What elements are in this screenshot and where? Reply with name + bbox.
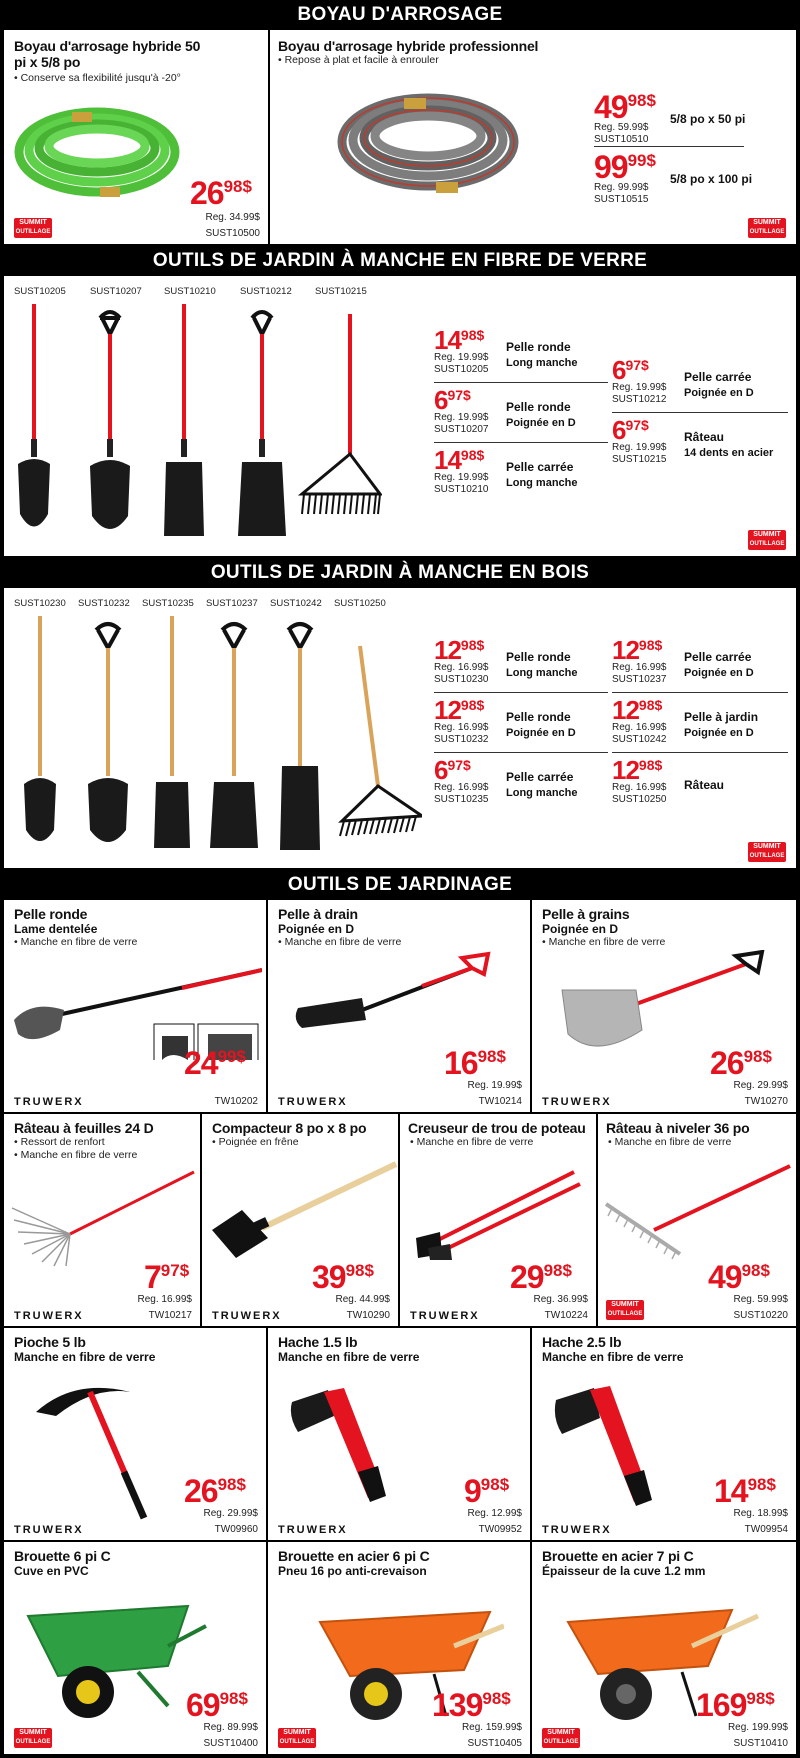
product-title: Brouette en acier 7 pi C <box>542 1548 694 1564</box>
regular-price: Reg. 19.99$ <box>467 1080 522 1091</box>
tamper-image <box>212 1158 398 1258</box>
truwerx-logo: TRUWERX <box>542 1524 612 1536</box>
sku: SUST10500 <box>205 228 260 239</box>
price-sust10232: $12^{98\$}$ Reg. 16.99$ SUST10232 <box>434 695 489 745</box>
product-title: Brouette 6 pi C <box>14 1548 111 1564</box>
truwerx-logo: TRUWERX <box>14 1524 84 1536</box>
regular-price: Reg. 16.99$ <box>612 782 667 793</box>
size-label: 5/8 po x 50 pi <box>670 112 746 126</box>
summit-logo: SUMMIT OUTILLAGE <box>748 218 786 238</box>
regular-price: Reg. 99.99$ <box>594 182 649 193</box>
sku: SUST10515 <box>594 194 649 205</box>
product-bullet: • Manche en fibre de verre <box>278 936 401 949</box>
tool-sku-label: SUST10232 <box>78 598 130 609</box>
sku: TW09960 <box>214 1524 258 1535</box>
divider <box>434 442 608 443</box>
truwerx-logo: TRUWERX <box>14 1310 84 1322</box>
drain-shovel-image <box>292 950 492 1050</box>
sku: SUST10242 <box>612 734 667 745</box>
price-dollars: 49 <box>594 89 628 125</box>
product-bullet: • Manche en fibre de verre <box>410 1136 533 1149</box>
tool-sku-label: SUST10210 <box>164 286 216 297</box>
product-title: Compacteur 8 po x 8 po <box>212 1120 367 1136</box>
fiberglass-tools-panel <box>4 276 796 556</box>
tool-sku-label: SUST10230 <box>14 598 66 609</box>
product-brouette-acier-6[interactable] <box>268 1542 530 1754</box>
size-label: 5/8 po x 100 pi <box>670 172 753 186</box>
axe-large-image <box>552 1372 662 1516</box>
price-dollars: 99 <box>594 149 628 185</box>
price-sust10210: $14^{98\$}$ Reg. 19.99$ SUST10210 <box>434 445 489 495</box>
regular-price: Reg. 16.99$ <box>137 1294 192 1305</box>
divider <box>594 146 744 147</box>
sku: SUST10215 <box>612 454 667 465</box>
price-block <box>190 175 252 211</box>
divider <box>612 752 788 753</box>
fiberglass-tools-image <box>12 304 382 544</box>
sku: SUST10207 <box>434 424 489 435</box>
regular-price: Reg. 16.99$ <box>434 662 489 673</box>
product-pioche[interactable] <box>4 1328 266 1540</box>
sku: SUST10205 <box>434 364 489 375</box>
product-hose-pro[interactable] <box>270 30 796 244</box>
price: $169^{98\$}$ <box>696 1687 775 1723</box>
regular-price: Reg. 19.99$ <box>434 412 489 423</box>
sku: TW10224 <box>544 1310 588 1321</box>
price: $26^{98\$}$ <box>184 1473 246 1509</box>
product-hose-hybrid[interactable] <box>4 30 268 244</box>
price: $7^{97\$}$ <box>144 1259 190 1295</box>
product-brouette-pvc[interactable] <box>4 1542 266 1754</box>
truwerx-logo: TRUWERX <box>410 1310 480 1322</box>
price: $39^{98\$}$ <box>312 1259 374 1295</box>
product-subtitle: Cuve en PVC <box>14 1564 89 1578</box>
regular-price: Reg. 19.99$ <box>612 442 667 453</box>
product-pelle-a-drain[interactable] <box>268 900 530 1112</box>
summit-logo: SUMMIT OUTILLAGE <box>14 1728 52 1748</box>
product-bullet: • Manche en fibre de verre <box>542 936 665 949</box>
regular-price: Reg. 16.99$ <box>434 722 489 733</box>
regular-price: Reg. 16.99$ <box>434 782 489 793</box>
sku: SUST10232 <box>434 734 489 745</box>
tool-sku-label: SUST10205 <box>14 286 66 297</box>
truwerx-logo: TRUWERX <box>278 1096 348 1108</box>
product-rateau-niveler[interactable] <box>598 1114 796 1326</box>
product-title: Boyau d'arrosage hybride 50 pi x 5/8 po <box>14 38 201 70</box>
summit-logo: SUMMIT OUTILLAGE <box>748 842 786 862</box>
product-title: Pelle à grains <box>542 906 630 922</box>
product-title: Hache 2.5 lb <box>542 1334 622 1350</box>
sku: SUST10400 <box>203 1738 258 1749</box>
sku: TW10290 <box>346 1310 390 1321</box>
green-wheelbarrow-image <box>18 1586 208 1726</box>
product-subtitle: Manche en fibre de verre <box>278 1350 420 1364</box>
regular-price: Reg. 29.99$ <box>203 1508 258 1519</box>
section-header-fiberglass: OUTILS DE JARDIN À MANCHE EN FIBRE DE VERRE <box>0 246 800 276</box>
section-header-gardening: OUTILS DE JARDINAGE <box>0 870 800 900</box>
sku: TW10270 <box>744 1096 788 1107</box>
gray-hose-image <box>336 78 520 204</box>
price-cents: 98$ <box>627 91 656 110</box>
product-bullet: • Repose à plat et facile à enrouler <box>278 54 439 67</box>
tool-sku-label: SUST10235 <box>142 598 194 609</box>
tool-sku-label: SUST10207 <box>90 286 142 297</box>
post-hole-digger-image <box>414 1170 584 1260</box>
sku: SUST10237 <box>612 674 667 685</box>
product-title: Râteau à niveler 36 po <box>606 1120 750 1136</box>
price-option-100 <box>594 149 656 206</box>
summit-logo: SUMMIT OUTILLAGE <box>14 218 52 238</box>
serrated-shovel-image <box>12 950 262 1060</box>
item-name: Pelle ronde Long manche <box>506 340 578 369</box>
item-name: Pelle carrée Poignée en D <box>684 370 754 399</box>
regular-price: Reg. 16.99$ <box>612 722 667 733</box>
product-rateau-feuilles[interactable] <box>4 1114 200 1326</box>
sku: SUST10250 <box>612 794 667 805</box>
tool-sku-label: SUST10237 <box>206 598 258 609</box>
sku: TW10217 <box>148 1310 192 1321</box>
item-name: Pelle carrée Long manche <box>506 770 578 799</box>
truwerx-logo: TRUWERX <box>278 1524 348 1536</box>
product-creuseur[interactable] <box>400 1114 596 1326</box>
product-title: Pelle à drain <box>278 906 358 922</box>
price-option-50 <box>594 89 656 146</box>
sku: SUST10212 <box>612 394 667 405</box>
pickaxe-image <box>34 1372 174 1522</box>
item-name: Pelle carrée Long manche <box>506 460 578 489</box>
price-sust10207: $6^{97\$}$ Reg. 19.99$ SUST10207 <box>434 385 489 435</box>
sku: SUST10210 <box>434 484 489 495</box>
wood-tools-panel <box>4 588 796 868</box>
section-header-wood: OUTILS DE JARDIN À MANCHE EN BOIS <box>0 558 800 588</box>
price: $9^{98\$}$ <box>464 1473 510 1509</box>
price-sust10250: $12^{98\$}$ Reg. 16.99$ SUST10250 <box>612 755 667 805</box>
item-name: Pelle ronde Poignée en D <box>506 710 576 739</box>
price-cents: 98$ <box>223 177 252 196</box>
product-subtitle: Lame dentelée <box>14 922 98 936</box>
product-brouette-acier-7[interactable] <box>532 1542 796 1754</box>
price: $139^{98\$}$ <box>432 1687 511 1723</box>
leaf-rake-image <box>10 1168 196 1268</box>
tool-sku-label: SUST10215 <box>315 286 367 297</box>
product-subtitle: Manche en fibre de verre <box>14 1350 156 1364</box>
price: $24^{99\$}$ <box>184 1045 246 1081</box>
product-compacteur[interactable] <box>202 1114 398 1326</box>
regular-price: Reg. 89.99$ <box>203 1722 258 1733</box>
wood-tools-image <box>12 616 422 856</box>
sku: TW09954 <box>744 1524 788 1535</box>
product-hache-25[interactable] <box>532 1328 796 1540</box>
regular-price: Reg. 199.99$ <box>727 1722 788 1733</box>
product-title: Râteau à feuilles 24 D <box>14 1120 154 1136</box>
sku: SUST10510 <box>594 134 649 145</box>
item-name: Pelle ronde Poignée en D <box>506 400 576 429</box>
divider <box>612 412 788 413</box>
truwerx-logo: TRUWERX <box>542 1096 612 1108</box>
axe-small-image <box>288 1372 398 1512</box>
sku: TW10202 <box>214 1096 258 1107</box>
price: $69^{98\$}$ <box>186 1687 248 1723</box>
regular-price: Reg. 19.99$ <box>612 382 667 393</box>
tool-sku-label: SUST10250 <box>334 598 386 609</box>
summit-logo: SUMMIT OUTILLAGE <box>748 530 786 550</box>
summit-logo: SUMMIT OUTILLAGE <box>278 1728 316 1748</box>
grain-shovel-image <box>556 950 766 1060</box>
regular-price: Reg. 18.99$ <box>733 1508 788 1519</box>
green-hose-image <box>12 92 182 212</box>
product-subtitle: Pneu 16 po anti-crevaison <box>278 1564 427 1578</box>
product-bullet: • Manche en fibre de verre <box>608 1136 731 1149</box>
price-dollars: 26 <box>190 175 224 211</box>
divider <box>612 692 788 693</box>
regular-price: Reg. 19.99$ <box>434 472 489 483</box>
product-title: Pelle ronde <box>14 906 88 922</box>
truwerx-logo: TRUWERX <box>212 1310 282 1322</box>
price: $49^{98\$}$ <box>708 1259 770 1295</box>
regular-price: Reg. 12.99$ <box>467 1508 522 1519</box>
regular-price: Reg. 36.99$ <box>533 1294 588 1305</box>
item-name: Pelle à jardin Poignée en D <box>684 710 759 739</box>
product-title: Hache 1.5 lb <box>278 1334 358 1350</box>
item-name: Pelle ronde Long manche <box>506 650 578 679</box>
level-rake-image <box>604 1162 794 1262</box>
product-title: Boyau d'arrosage hybride professionnel <box>278 38 539 54</box>
sku: SUST10220 <box>733 1310 788 1321</box>
price-sust10237: $12^{98\$}$ Reg. 16.99$ SUST10237 <box>612 635 667 685</box>
regular-price: Reg. 44.99$ <box>335 1294 390 1305</box>
regular-price: Reg. 19.99$ <box>434 352 489 363</box>
price: $26^{98\$}$ <box>710 1045 772 1081</box>
regular-price: Reg. 16.99$ <box>612 662 667 673</box>
sku: SUST10230 <box>434 674 489 685</box>
price-sust10212: $6^{97\$}$ Reg. 19.99$ SUST10212 <box>612 355 667 405</box>
product-subtitle: Épaisseur de la cuve 1.2 mm <box>542 1564 706 1578</box>
price-sust10235: $6^{97\$}$ Reg. 16.99$ SUST10235 <box>434 755 489 805</box>
regular-price: Reg. 59.99$ <box>733 1294 788 1305</box>
divider <box>434 692 608 693</box>
price-sust10230: $12^{98\$}$ Reg. 16.99$ SUST10230 <box>434 635 489 685</box>
sku: SUST10405 <box>467 1738 522 1749</box>
sku: SUST10410 <box>733 1738 788 1749</box>
sku: TW10214 <box>478 1096 522 1107</box>
regular-price: Reg. 159.99$ <box>461 1722 522 1733</box>
section-header-hose: BOYAU D'ARROSAGE <box>0 0 800 30</box>
price-sust10205: $14^{98\$}$ Reg. 19.99$ SUST10205 <box>434 325 489 375</box>
tool-sku-label: SUST10212 <box>240 286 292 297</box>
sku: TW09952 <box>478 1524 522 1535</box>
regular-price: Reg. 59.99$ <box>594 122 649 133</box>
summit-logo: SUMMIT OUTILLAGE <box>606 1300 644 1320</box>
product-subtitle: Poignée en D <box>278 922 355 936</box>
product-bullet: • Ressort de renfort <box>14 1136 105 1149</box>
product-title: Pioche 5 lb <box>14 1334 86 1350</box>
product-subtitle: Manche en fibre de verre <box>542 1350 684 1364</box>
regular-price: Reg. 29.99$ <box>733 1080 788 1091</box>
product-bullet: • Manche en fibre de verre <box>14 1149 137 1162</box>
regular-price: Reg. 34.99$ <box>205 212 260 223</box>
product-subtitle: Poignée en D <box>542 922 619 936</box>
price-sust10215: $6^{97\$}$ Reg. 19.99$ SUST10215 <box>612 415 667 465</box>
item-name: Râteau 14 dents en acier <box>684 430 774 459</box>
price: $16^{98\$}$ <box>444 1045 506 1081</box>
product-pelle-a-grains[interactable] <box>532 900 796 1112</box>
summit-logo: SUMMIT OUTILLAGE <box>542 1728 580 1748</box>
price-cents: 99$ <box>627 151 656 170</box>
divider <box>434 752 608 753</box>
divider <box>434 382 608 383</box>
product-bullet: • Poignée en frêne <box>212 1136 299 1149</box>
product-bullet: • Conserve sa flexibilité jusqu'à -20° <box>14 72 181 85</box>
price-sust10242: $12^{98\$}$ Reg. 16.99$ SUST10242 <box>612 695 667 745</box>
product-title: Creuseur de trou de poteau <box>408 1120 586 1136</box>
price: $14^{98\$}$ <box>714 1473 776 1509</box>
tool-sku-label: SUST10242 <box>270 598 322 609</box>
product-title: Brouette en acier 6 pi C <box>278 1548 430 1564</box>
price: $29^{98\$}$ <box>510 1259 572 1295</box>
item-name: Pelle carrée Poignée en D <box>684 650 754 679</box>
truwerx-logo: TRUWERX <box>14 1096 84 1108</box>
product-pelle-ronde-dentelee[interactable] <box>4 900 266 1112</box>
item-name: Râteau <box>684 778 725 792</box>
product-hache-15[interactable] <box>268 1328 530 1540</box>
product-bullet: • Manche en fibre de verre <box>14 936 137 949</box>
sku: SUST10235 <box>434 794 489 805</box>
